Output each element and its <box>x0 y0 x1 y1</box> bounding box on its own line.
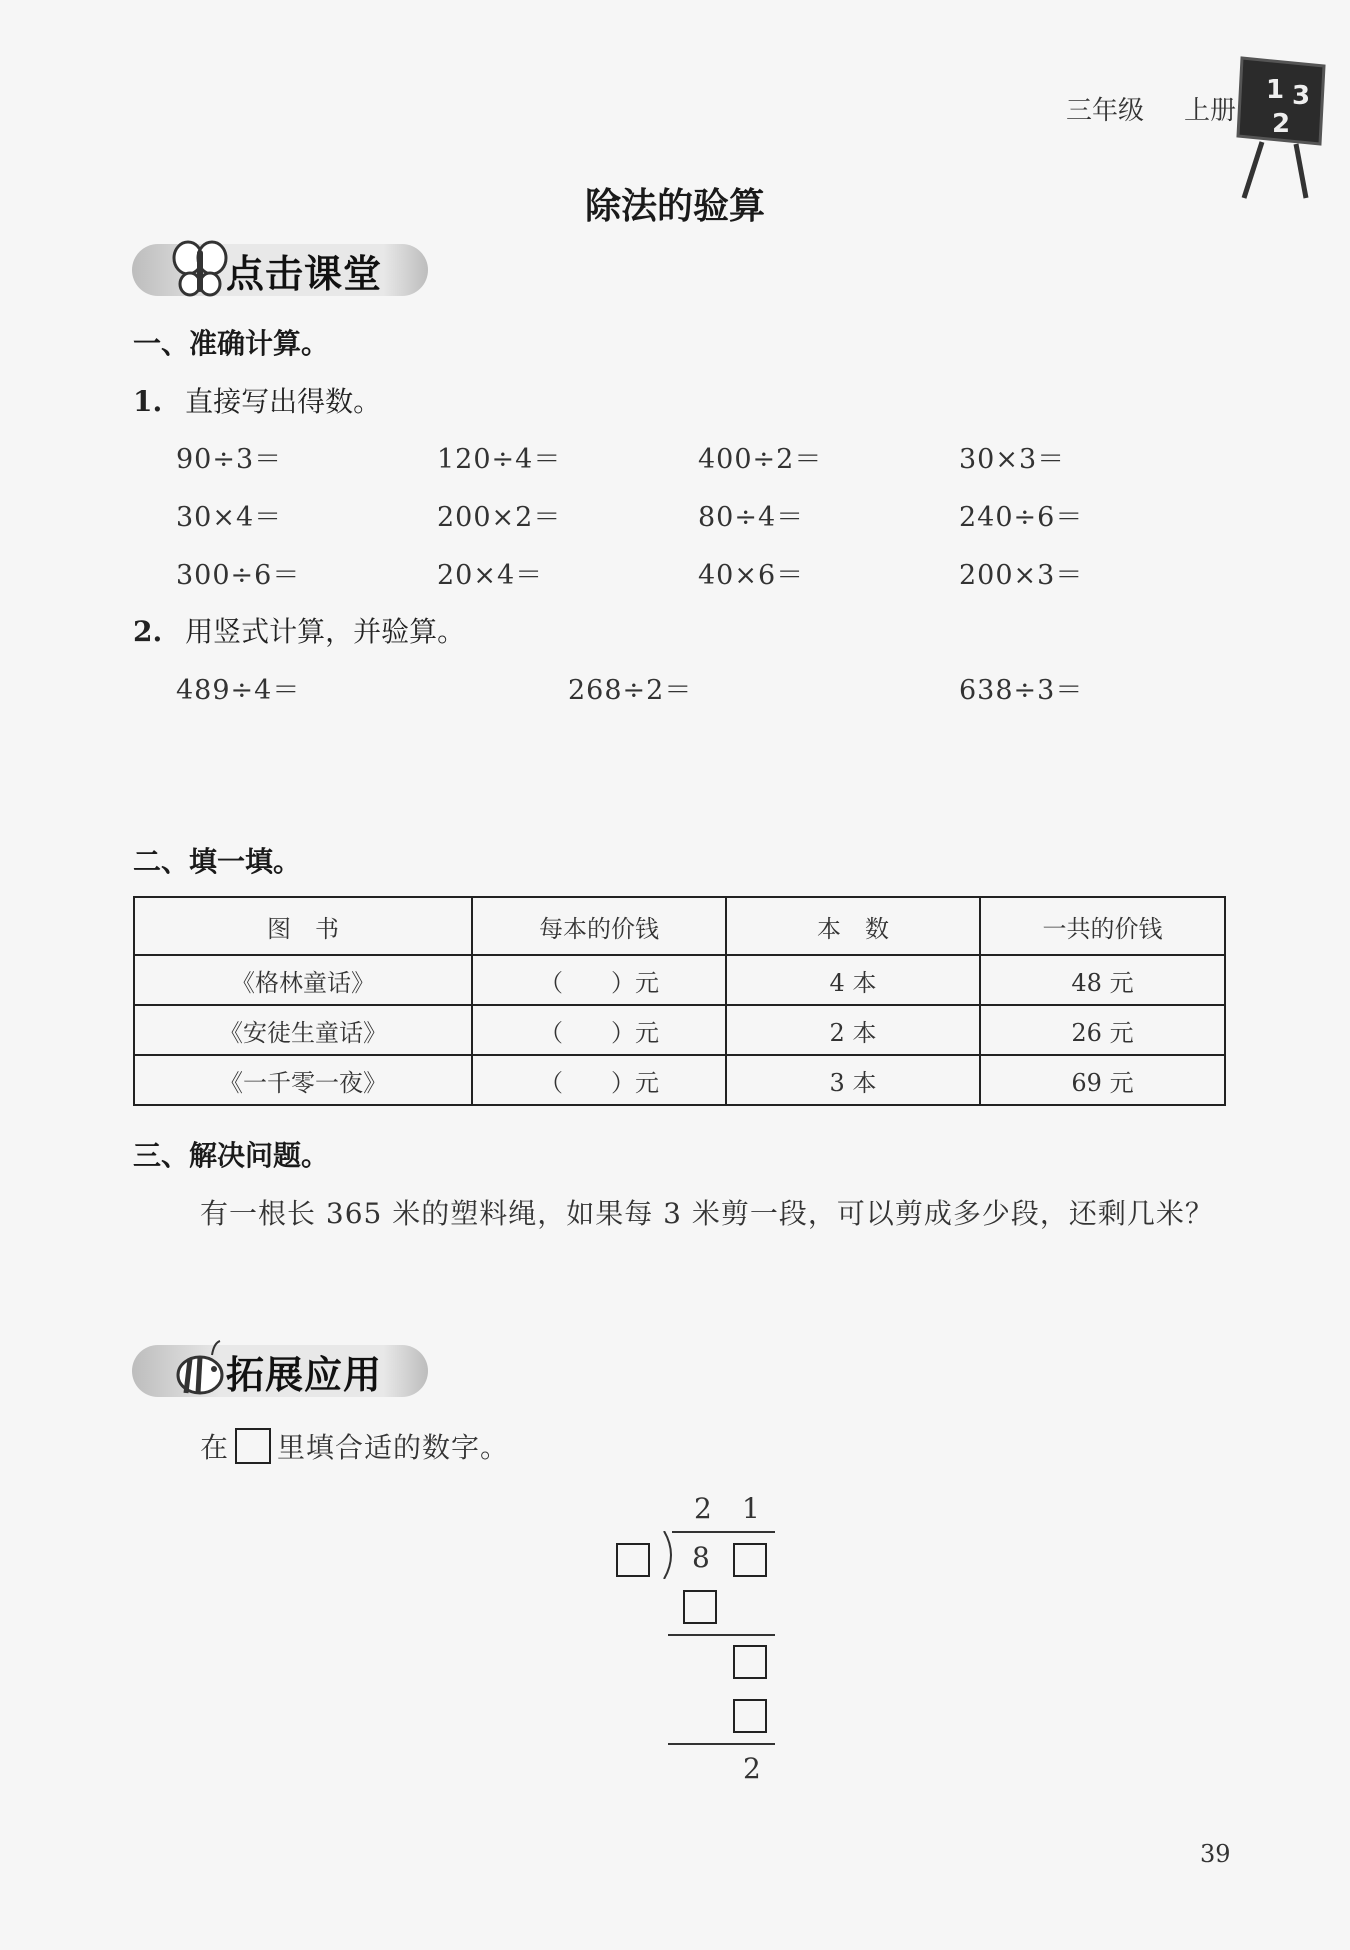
calc-item: 200×2＝ <box>437 502 562 533</box>
table-row <box>134 1005 1225 1055</box>
division-bracket-icon <box>662 1531 678 1579</box>
word-problem: 有一根长 365 米的塑料绳，如果每 3 米剪一段，可以剪成多少段，还剩几米？ <box>200 1197 1214 1230</box>
header-volume: 上册 <box>1184 96 1237 126</box>
vertical-calc-item: 638÷3＝ <box>959 675 1084 706</box>
q2-label: 2. <box>133 615 163 648</box>
calc-item: 120÷4＝ <box>437 444 562 475</box>
table-cell: 2 本 <box>726 1005 980 1055</box>
table-cell: 3 本 <box>726 1055 980 1105</box>
banner-class <box>132 244 428 296</box>
instruction-before: 在 <box>200 1431 230 1464</box>
section3-heading: 三、解决问题。 <box>133 1139 330 1172</box>
subtract-line <box>668 1743 775 1745</box>
calc-item: 20×4＝ <box>437 560 544 591</box>
calc-item: 90÷3＝ <box>176 444 283 475</box>
table-header: 一共的价钱 <box>980 897 1225 955</box>
section1-heading: 一、准确计算。 <box>133 327 330 360</box>
calc-item: 300÷6＝ <box>176 560 301 591</box>
badge-digit-3: 2 <box>1272 109 1291 139</box>
q2-heading <box>133 610 465 650</box>
extend-instruction <box>200 1426 509 1466</box>
books-table <box>133 896 1226 1106</box>
q1-text: 直接写出得数。 <box>185 385 382 418</box>
remainder-digit: 2 <box>743 1752 761 1785</box>
bee-icon <box>168 1339 228 1401</box>
instruction-after: 里填合适的数字。 <box>277 1431 510 1464</box>
table-cell: 《安徒生童话》 <box>134 1005 472 1055</box>
table-row <box>134 955 1225 1005</box>
table-cell: 69 元 <box>980 1055 1225 1105</box>
calc-item: 240÷6＝ <box>959 502 1084 533</box>
product-box[interactable] <box>683 1590 717 1624</box>
table-header: 每本的价钱 <box>472 897 726 955</box>
table-cell: 48 元 <box>980 955 1225 1005</box>
q2-text: 用竖式计算，并验算。 <box>185 615 466 648</box>
product-box[interactable] <box>733 1699 767 1733</box>
vertical-calc-item: 268÷2＝ <box>568 675 693 706</box>
dividend-digit: 8 <box>692 1541 710 1574</box>
price-blank: （ ）元 <box>472 1005 726 1055</box>
table-cell: 《格林童话》 <box>134 955 472 1005</box>
butterfly-icon <box>172 236 228 300</box>
table-row <box>134 1055 1225 1105</box>
calc-item: 40×6＝ <box>698 560 805 591</box>
header-grade: 三年级 <box>1066 96 1145 126</box>
calc-item: 80÷4＝ <box>698 502 805 533</box>
table-header: 图 书 <box>134 897 472 955</box>
vertical-calc-item: 489÷4＝ <box>176 675 301 706</box>
calc-item: 400÷2＝ <box>698 444 823 475</box>
divisor-box[interactable] <box>616 1543 650 1577</box>
badge-digit-1: 1 <box>1266 75 1285 105</box>
q1-heading <box>133 380 381 420</box>
quotient-digit: 1 <box>742 1492 760 1525</box>
table-cell: 4 本 <box>726 955 980 1005</box>
subtract-line <box>668 1634 775 1636</box>
quotient-digit: 2 <box>694 1492 712 1525</box>
banner-class-text: 点击课堂 <box>226 251 383 296</box>
banner-extend-text: 拓展应用 <box>226 1352 383 1397</box>
dividend-box[interactable] <box>733 1543 767 1577</box>
division-bar <box>672 1531 775 1533</box>
page-title: 除法的验算 <box>584 186 765 227</box>
price-blank: （ ）元 <box>472 955 726 1005</box>
banner-extend <box>132 1345 428 1397</box>
table-header-row <box>134 897 1225 955</box>
calc-item: 30×3＝ <box>959 444 1066 475</box>
table-header: 本 数 <box>726 897 980 955</box>
blank-box-sample <box>235 1428 271 1464</box>
calc-item: 200×3＝ <box>959 560 1084 591</box>
price-blank: （ ）元 <box>472 1055 726 1105</box>
badge-digit-2: 3 <box>1292 81 1311 111</box>
table-cell: 《一千零一夜》 <box>134 1055 472 1105</box>
q1-label: 1. <box>133 385 163 418</box>
bring-down-box[interactable] <box>733 1645 767 1679</box>
table-cell: 26 元 <box>980 1005 1225 1055</box>
section2-heading: 二、填一填。 <box>133 845 302 878</box>
page-number: 39 <box>1200 1840 1231 1868</box>
calc-item: 30×4＝ <box>176 502 283 533</box>
